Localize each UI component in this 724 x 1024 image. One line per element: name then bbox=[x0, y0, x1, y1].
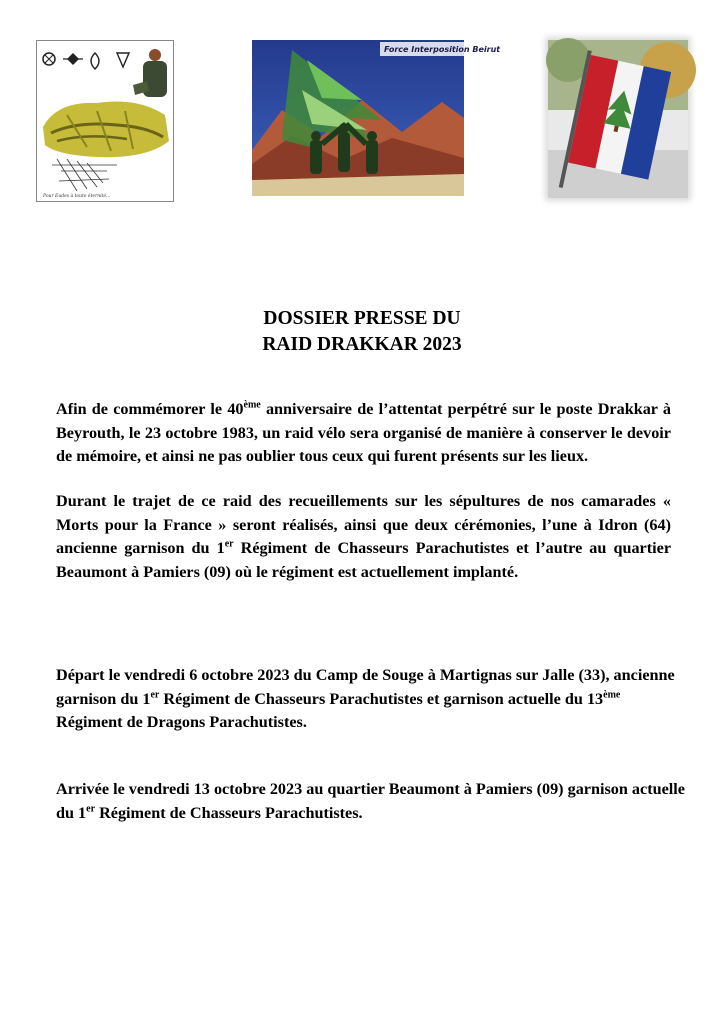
painting-banner: Force Interposition Beirut bbox=[384, 45, 501, 54]
paragraph-arrival: Arrivée le vendredi 13 octobre 2023 au quartier Beaumont à Pamiers (09) garnison actuelle du 1er Régiment de Chasseurs Parachutistes. bbox=[56, 780, 685, 822]
paragraph-commemoration: Afin de commémorer le 40ème anniversaire de l’attentat perpétré sur le poste Drakkar à Beyrouth, le 23 octobre 1983, un raid vélo sera organisé de manière à conserver le devoir de mémoire, et ainsi ne pas oublier tous ceux qui furent présents sur les lieux. bbox=[56, 399, 671, 466]
memorial-drawing-image bbox=[36, 40, 174, 202]
painting-icon bbox=[252, 40, 501, 196]
regiment-flag-photo bbox=[548, 40, 688, 198]
paragraph-departure: Départ le vendredi 6 octobre 2023 du Camp de Souge à Martignas sur Jalle (33), ancienne garnison du 1er Régiment de Chasseurs Parachutistes et garnison actuelle du 13ème Régiment de Dragons Parachutistes. bbox=[56, 666, 675, 732]
force-interposition-painting bbox=[252, 40, 501, 196]
title-line-1: DOSSIER PRESSE DU bbox=[263, 308, 461, 329]
paragraph-route: Durant le trajet de ce raid des recueillements sur les sépultures de nos camarades « Morts pour la France » seront réalisés, ainsi que deux cérémonies, l’une à Idron (64) ancienne garnison du 1er Régiment de Chasseurs Parachutistes et l’autre au quartier Beaumont à Pamiers (09) où le régiment est actuellement implanté. bbox=[56, 492, 671, 581]
flag-icon bbox=[548, 40, 688, 198]
document-title bbox=[0, 306, 724, 358]
title-line-2: RAID DRAKKAR 2023 bbox=[262, 334, 462, 355]
memorial-drawing-icon bbox=[37, 41, 173, 201]
drawing-caption: Pour Eudes à toute éternité... bbox=[43, 194, 111, 199]
